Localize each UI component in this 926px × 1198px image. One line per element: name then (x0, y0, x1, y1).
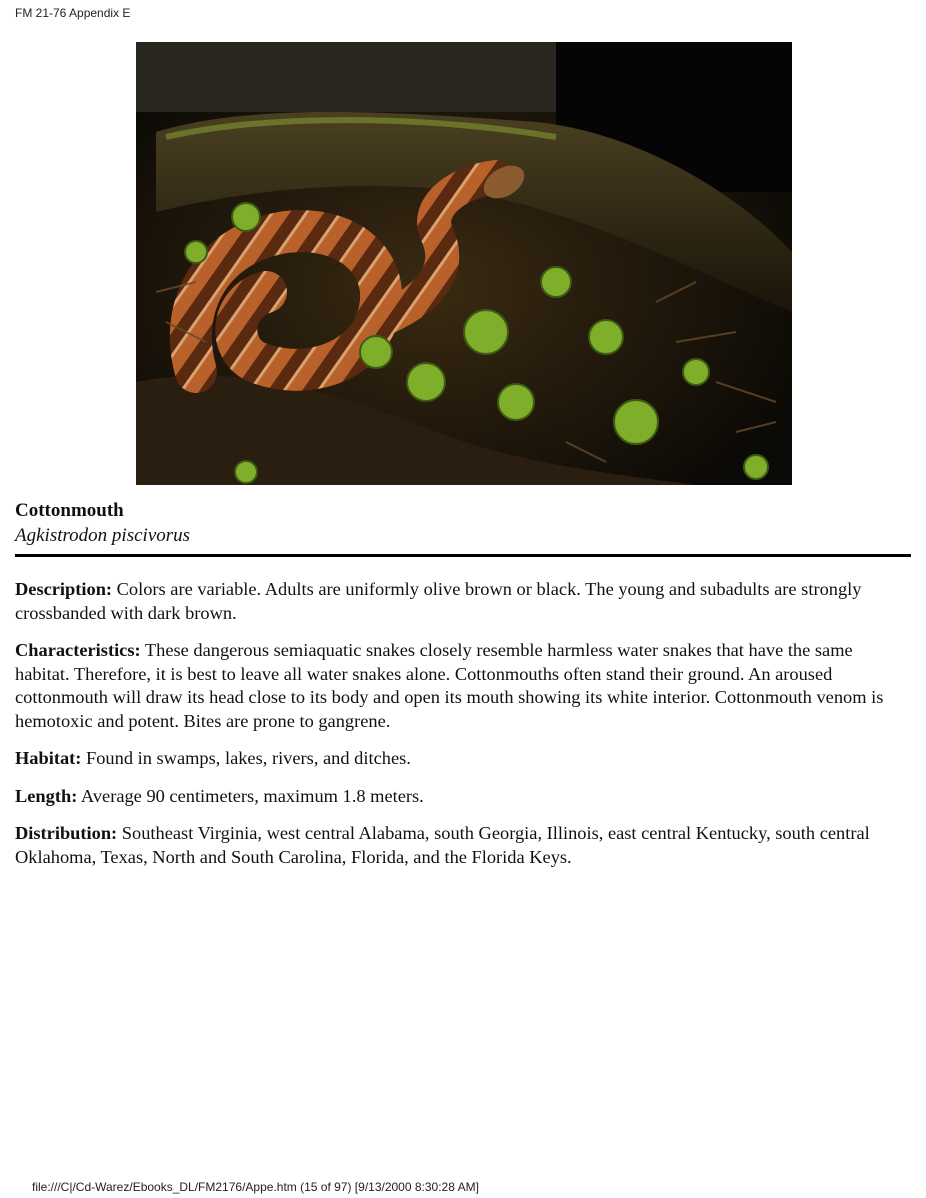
habitat-label: Habitat: (15, 748, 82, 768)
distribution-text: Southeast Virginia, west central Alabama, south Georgia, Illinois, east central Kentucky, south central Oklahoma, Texas, North and South Carolina, Florida, and the Florida Keys. (15, 823, 870, 867)
section-divider (15, 554, 911, 557)
cottonmouth-photo (136, 42, 792, 485)
characteristics-paragraph (15, 639, 911, 733)
species-details (15, 578, 911, 883)
species-scientific-name: Agkistrodon piscivorus (15, 525, 191, 546)
characteristics-label: Characteristics: (15, 640, 141, 660)
page-footer: file:///C|/Cd-Warez/Ebooks_DL/FM2176/Appe.htm (15 of 97) [9/13/2000 8:30:28 AM] (32, 1180, 479, 1194)
length-text: Average 90 centimeters, maximum 1.8 meters. (77, 785, 424, 806)
distribution-label: Distribution: (15, 823, 118, 843)
description-label: Description: (15, 579, 113, 599)
page-header: FM 21-76 Appendix E (15, 6, 131, 20)
habitat-paragraph (15, 747, 911, 771)
species-common-name: Cottonmouth (15, 500, 124, 521)
description-paragraph (15, 578, 911, 625)
length-paragraph (15, 785, 911, 809)
description-text: Colors are variable. Adults are uniformly olive brown or black. The young and subadults are strongly crossbanded with dark brown. (15, 579, 862, 623)
characteristics-text: These dangerous semiaquatic snakes closely resemble harmless water snakes that have the same habitat. Therefore, it is best to leave all water snakes alone. Cottonmouths often stand their ground. An aroused cottonmouth will draw its head close to its body and open its mouth showing its white interior. Cottonmouth venom is hemotoxic and potent. Bites are prone to gangrene. (15, 640, 884, 731)
habitat-text: Found in swamps, lakes, rivers, and ditches. (81, 748, 411, 768)
length-label: Length: (15, 785, 78, 806)
distribution-paragraph (15, 822, 911, 869)
